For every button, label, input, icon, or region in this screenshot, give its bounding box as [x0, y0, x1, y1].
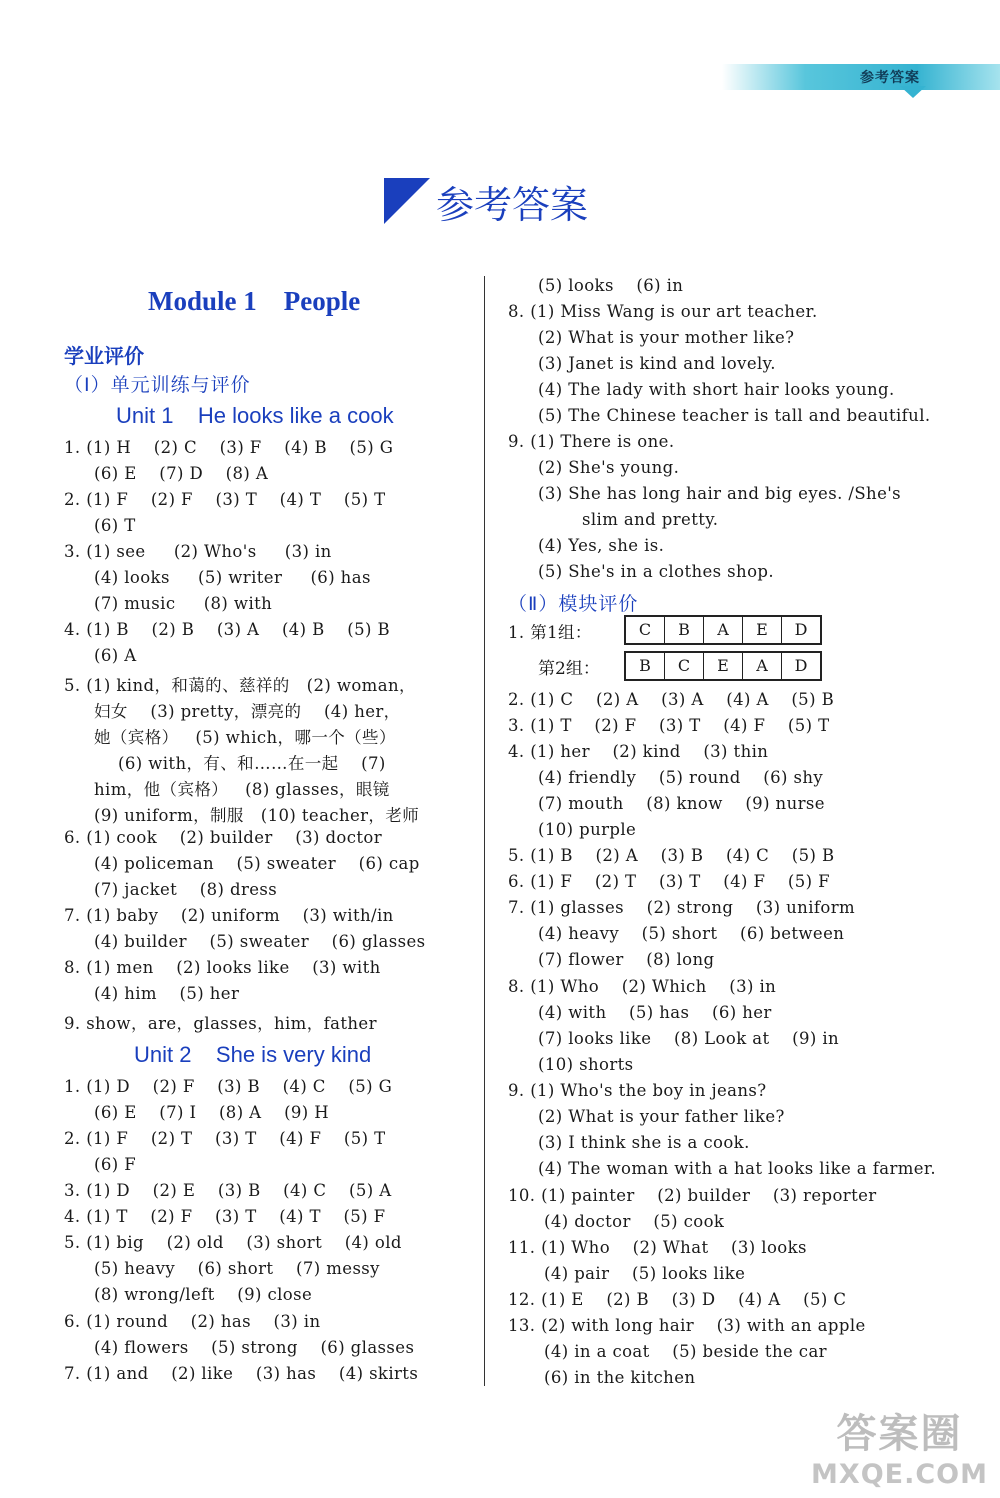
answer-line: 3. (1) D (2) E (3) B (4) C (5) A	[64, 1181, 392, 1200]
answer-line: (7) music (8) with	[94, 594, 273, 613]
unit2-title: Unit 2 She is very kind	[134, 1042, 372, 1067]
header-tag	[722, 64, 1000, 90]
answer-line: (4) policeman (5) sweater (6) cap	[94, 854, 420, 873]
answer-box: E	[743, 617, 782, 643]
answer-line: 11. (1) Who (2) What (3) looks	[508, 1238, 807, 1257]
answer-line: 4. (1) B (2) B (3) A (4) B (5) B	[64, 620, 391, 639]
answer-line: 7. (1) glasses (2) strong (3) uniform	[508, 898, 856, 917]
answer-box: B	[626, 653, 665, 679]
answer-line: (7) mouth (8) know (9) nurse	[538, 794, 825, 813]
answer-line: 2. (1) F (2) F (3) T (4) T (5) T	[64, 490, 386, 509]
answer-line: (10) purple	[538, 820, 637, 839]
answer-line: (4) The woman with a hat looks like a farmer.	[538, 1159, 937, 1178]
answer-line: 7. (1) and (2) like (3) has (4) skirts	[64, 1364, 419, 1383]
answer-line: (5) looks (6) in	[538, 276, 684, 295]
answer-line: (3) She has long hair and big eyes. /She's	[538, 484, 902, 503]
answer-line: 她（宾格） (5) which，哪一个（些）	[94, 728, 396, 747]
group1-answer-boxes	[624, 615, 822, 645]
group2-label: 第2组：	[538, 659, 600, 679]
answer-line: 6. (1) round (2) has (3) in	[64, 1312, 321, 1331]
watermark-logo: 答案圈	[836, 1411, 963, 1457]
answer-line: him，他（宾格） (8) glasses，眼镜	[94, 780, 390, 799]
column-divider	[484, 276, 485, 1386]
answer-line: (2) What is your mother like?	[538, 328, 795, 347]
answer-line: (3) I think she is a cook.	[538, 1133, 750, 1152]
answer-box: C	[626, 617, 665, 643]
watermark	[811, 1402, 988, 1490]
answer-line: 5. (1) big (2) old (3) short (4) old	[64, 1233, 402, 1252]
unit1-title: Unit 1 He looks like a cook	[116, 403, 394, 428]
answer-line: 8. (1) Miss Wang is our art teacher.	[508, 302, 818, 321]
answer-line: 10. (1) painter (2) builder (3) reporter	[508, 1186, 877, 1205]
answer-box: D	[794, 656, 808, 675]
answer-line: 3. (1) T (2) F (3) T (4) F (5) T	[508, 716, 830, 735]
answer-line: (4) him (5) her	[94, 984, 240, 1003]
answer-line: 9. show，are，glasses，him，father	[64, 1014, 377, 1033]
answer-line: (4) in a coat (5) beside the car	[544, 1342, 827, 1361]
answer-line: (10) shorts	[538, 1055, 634, 1074]
answer-line: (4) doctor (5) cook	[544, 1212, 725, 1231]
answer-line: (6) with，有、和……在一起 (7)	[118, 754, 386, 773]
answer-line: (5) She's in a clothes shop.	[538, 562, 775, 581]
answer-line: 8. (1) Who (2) Which (3) in	[508, 977, 777, 996]
answer-line: 6. (1) cook (2) builder (3) doctor	[64, 828, 383, 847]
watermark-url: MXQE.COM	[811, 1459, 988, 1490]
answer-line: (6) in the kitchen	[544, 1368, 696, 1387]
page-title-text: 参考答案	[436, 183, 589, 227]
answer-line: (3) Janet is kind and lovely.	[538, 354, 776, 373]
triangle-marker-icon	[384, 178, 430, 224]
answer-line: 2. (1) F (2) T (3) T (4) F (5) T	[64, 1129, 386, 1148]
answer-line: 1. (1) H (2) C (3) F (4) B (5) G	[64, 438, 394, 457]
answer-line: slim and pretty.	[582, 510, 719, 529]
header-tag-arrow-icon	[900, 86, 926, 98]
answer-line: (2) She's young.	[538, 458, 680, 477]
answer-line: (8) wrong/left (9) close	[94, 1285, 313, 1304]
section-title: 学业评价	[64, 344, 144, 368]
answer-line: 4. (1) T (2) F (3) T (4) T (5) F	[64, 1207, 386, 1226]
module-title: Module 1 People	[148, 286, 361, 316]
answer-line: (4) heavy (5) short (6) between	[538, 924, 845, 943]
answer-line: (4) looks (5) writer (6) has	[94, 568, 371, 587]
answer-line: (6) A	[94, 646, 137, 665]
answer-line: (5) heavy (6) short (7) messy	[94, 1259, 380, 1278]
answer-line: (4) Yes, she is.	[538, 536, 665, 555]
answer-line: (4) with (5) has (6) her	[538, 1003, 772, 1022]
answer-box: D	[794, 620, 808, 639]
answer-line: 8. (1) men (2) looks like (3) with	[64, 958, 381, 977]
answer-line: (6) E (7) D (8) A	[94, 464, 269, 483]
answer-line: 1. (1) D (2) F (3) B (4) C (5) G	[64, 1077, 393, 1096]
answer-line: 5. (1) kind，和蔼的、慈祥的 (2) woman，	[64, 676, 416, 695]
answer-line: 6. (1) F (2) T (3) T (4) F (5) F	[508, 872, 830, 891]
answer-line: (4) The lady with short hair looks young.	[538, 380, 895, 399]
answer-box: E	[704, 653, 743, 679]
answer-line: 13. (2) with long hair (3) with an apple	[508, 1316, 866, 1335]
answer-line: (4) pair (5) looks like	[544, 1264, 746, 1283]
answer-line: (4) friendly (5) round (6) shy	[538, 768, 824, 787]
answer-line: (4) flowers (5) strong (6) glasses	[94, 1338, 415, 1357]
answer-line: (4) builder (5) sweater (6) glasses	[94, 932, 426, 951]
group2-answer-boxes	[624, 651, 822, 681]
answer-line: 妇女 (3) pretty，漂亮的 (4) her，	[94, 702, 401, 721]
answer-line: (6) E (7) I (8) A (9) H	[94, 1103, 330, 1122]
answer-line: 2. (1) C (2) A (3) A (4) A (5) B	[508, 690, 835, 709]
answer-box: B	[665, 617, 704, 643]
answer-line: (6) F	[94, 1155, 137, 1174]
header-tag-text: 参考答案	[860, 70, 920, 86]
answer-line: (5) The Chinese teacher is tall and beautiful.	[538, 406, 931, 425]
answer-line: 7. (1) baby (2) uniform (3) with/in	[64, 906, 394, 925]
answer-line: 12. (1) E (2) B (3) D (4) A (5) C	[508, 1290, 847, 1309]
answer-box: C	[665, 653, 704, 679]
answer-line: 4. (1) her (2) kind (3) thin	[508, 742, 769, 761]
group1-label: 1. 第1组：	[508, 623, 592, 642]
answer-line: (7) looks like (8) Look at (9) in	[538, 1029, 840, 1048]
answer-line: 9. (1) There is one.	[508, 432, 675, 451]
answer-box: A	[743, 653, 782, 679]
answer-line: (6) T	[94, 516, 136, 535]
answer-line: (7) jacket (8) dress	[94, 880, 278, 899]
part1-title: （Ⅰ）单元训练与评价	[64, 374, 251, 396]
answer-line: (2) What is your father like?	[538, 1107, 785, 1126]
answer-line: 3. (1) see (2) Who's (3) in	[64, 542, 332, 561]
answer-line: (7) flower (8) long	[538, 950, 715, 969]
answer-box: A	[704, 617, 743, 643]
answer-line: 5. (1) B (2) A (3) B (4) C (5) B	[508, 846, 835, 865]
answer-line: (9) uniform，制服 (10) teacher，老师	[94, 806, 420, 825]
part2-title: （Ⅱ）模块评价	[508, 593, 639, 615]
answer-line: 9. (1) Who's the boy in jeans?	[508, 1081, 767, 1100]
